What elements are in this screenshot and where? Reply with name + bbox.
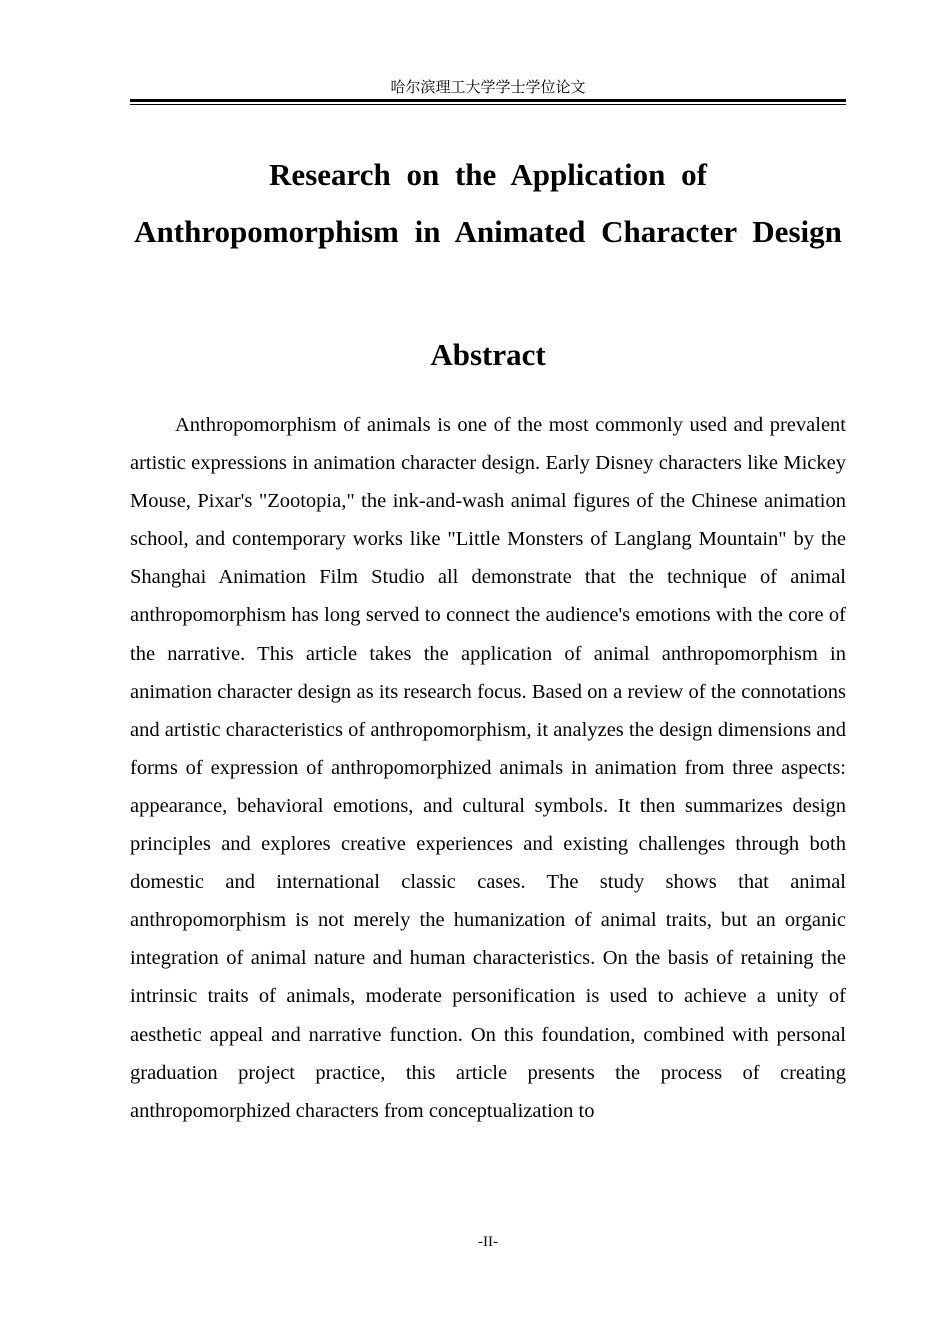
paper-title: Research on the Application of Anthropomorphism in Animated Character Design xyxy=(134,157,842,249)
running-header: 哈尔滨理工大学学士学位论文 xyxy=(390,80,586,96)
page-number: -II- xyxy=(478,1234,498,1250)
header-rule-thin xyxy=(130,104,846,105)
abstract-body: Anthropomorphism of animals is one of the most commonly used and prevalent artistic expressions in animation character design. Early Disney characters like Mickey Mouse, Pixar's "Zootopia," the ink-and-wash animal figures of the Chinese animation school, and contemporary works like "Little Monsters of Langlang Mountain" by the Shanghai Animation Film Studio all demonstrate that the technique of animal anthropomorphism has long served to connect the audience's emotions with the core of the narrative. This article takes the application of animal anthropomorphism in animation character design as its research focus. Based on a review of the connotations and artistic characteristics of anthropomorphism, it analyzes the design dimensions and forms of expression of anthropomorphized animals in animation from three aspects: appearance, behavioral emotions, and cultural symbols. It then summarizes design principles and explores creative experiences and existing challenges through both domestic and international classic cases. The study shows that animal anthropomorphism is not merely the humanization of animal traits, but an organic integration of animal nature and human characteristics. On the basis of retaining the intrinsic traits of animals, moderate personification is used to achieve a unity of aesthetic appeal and narrative function. On this foundation, combined with personal graduation project practice, this article presents the process of creating anthropomorphized characters from conceptualization to xyxy=(130,414,846,1122)
header-rule-thick xyxy=(130,99,846,102)
abstract-heading: Abstract xyxy=(430,337,546,372)
